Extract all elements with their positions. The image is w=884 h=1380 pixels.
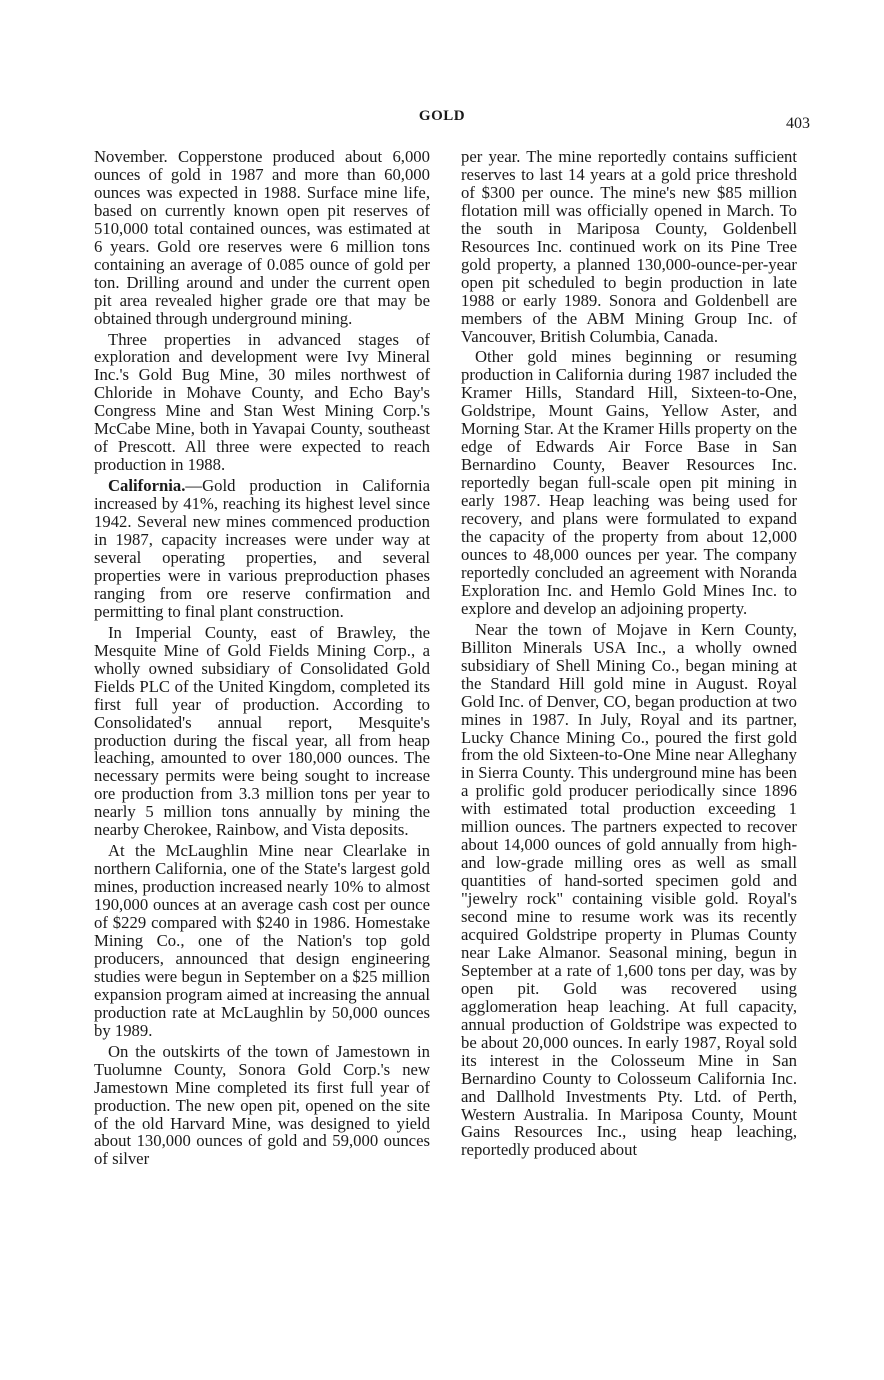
section-heading-california: California. xyxy=(108,476,186,496)
paragraph-copperstone xyxy=(94,148,430,328)
paragraph-mesquite xyxy=(94,624,430,839)
paragraph-text: per year. The mine reportedly contains sufficient reserves to last 14 years at a gold price threshold of $300 per ounce. The mine's new $85 million flotation mill was officially opened in March. To the south in Mariposa County, Goldenbell Resources Inc. continued work on its Pine Tree gold property, a planned 130,000-ounce-per-year open pit scheduled to begin production in late 1988 or early 1989. Sonora and Goldenbell are members of the ABM Mining Group Inc. of Vancouver, British Columbia, Canada. xyxy=(461,147,797,346)
paragraph-text: —Gold production in California increased by 41%, reaching its highest level since 1942. Several new mines commenced production in 1987, capacity increases were under way at several operating properties, and several properties were in various preproduction phases ranging from ore reserve confirmation and permitting to final plant construction. xyxy=(94,476,430,621)
paragraph-jamestown xyxy=(94,1043,430,1169)
paragraph-text: On the outskirts of the town of Jamestown in Tuolumne County, Sonora Gold Corp.'s new Jamestown Mine completed its first full year of production. The new open pit, opened on the site of the old Harvard Mine, was designed to yield about 130,000 ounces of gold and 59,000 ounces of silver xyxy=(94,1041,430,1169)
paragraph-text: At the McLaughlin Mine near Clearlake in northern California, one of the State's largest gold mines, production increased nearly 10% to almost 190,000 ounces at an average cash cost per ounce of $229 compared with $240 in 1986. Homestake Mining Co., one of the Nation's top gold producers, announced that design engineering studies were begun in September on a $25 million expansion program aimed at increasing the annual production rate at McLaughlin by 50,000 ounces by 1989. xyxy=(94,841,430,1040)
paragraph-jamestown-continued xyxy=(461,148,797,345)
paragraph-text: Near the town of Mojave in Kern County, Billiton Minerals USA Inc., a wholly owned subsidiary of Shell Mining Co., began mining at the Standard Hill gold mine in August. Royal Gold Inc. of Denver, CO, began production at two mines in 1987. In July, Royal and its partner, Lucky Chance Mining Co., poured the first gold from the old Sixteen-to-One Mine near Alleghany in Sierra County. This underground mine has been a prolific gold producer periodically since 1896 with estimated total production exceeding 1 million ounces. The partners expected to recover about 14,000 ounces of gold annually from high- and low-grade milling ores as well as small quantities of hand-sorted specimen gold and "jewelry rock" containing visible gold. Royal's second mine to resume work was its recently acquired Goldstripe property in Plumas County near Lake Almanor. Seasonal mining, begun in September at a rate of 1,600 tons per day, was by open pit. Gold was recovered using agglomeration heap leaching. At full capacity, annual production of Goldstripe was expected to be about 20,000 ounces. In early 1987, Royal sold its interest in the Colosseum Mine in San Bernardino County to Colosseum California Inc. and Dallhold Investments Pty. Ltd. of Perth, Western Australia. In Mariposa County, Mount Gains Resources Inc., using heap leaching, reportedly produced about xyxy=(461,619,797,1160)
paragraph-mojave xyxy=(461,621,797,1160)
page-number: 403 xyxy=(786,115,810,132)
paragraph-text: November. Copperstone produced about 6,000 ounces of gold in 1987 and more than 60,000 ounces was expected in 1988. Surface mine life, based on currently known open pit reserves of 510,000 total contained ounces, was estimated at 6 years. Gold ore reserves were 6 million tons containing an average of 0.085 ounce of gold per ton. Drilling around and under the current open pit area revealed higher grade ore that may be obtained through underground mining. xyxy=(94,147,430,328)
paragraph-text: Three properties in advanced stages of exploration and development were Ivy Mineral Inc.'s Gold Bug Mine, 30 miles northwest of Chloride in Mohave County, and Echo Bay's Congress Mine and Stan West Mining Corp.'s McCabe Mine, both in Yavapai County, southeast of Prescott. All three were expected to reach production in 1988. xyxy=(94,329,430,475)
paragraph-text: Other gold mines beginning or resuming production in California during 1987 included the Kramer Hills, Standard Hill, Sixteen-to-One, Goldstripe, Mount Gains, Yellow Aster, and Morning Star. At the Kramer Hills property on the edge of Edwards Air Force Base in San Bernardino County, Beaver Resources Inc. reportedly began full-scale open pit mining in early 1987. Heap leaching was being used for recovery, and plans were formulated to expand the capacity of the property from about 12,000 ounces to 48,000 ounces per year. The company reportedly concluded an agreement with Noranda Exploration Inc. and Hemlo Gold Mines Inc. to explore and develop an adjoining property. xyxy=(461,347,797,618)
paragraph-other-mines xyxy=(461,348,797,617)
paragraph-california xyxy=(94,477,430,621)
left-column xyxy=(94,148,430,1171)
running-head: GOLD xyxy=(418,108,466,124)
right-column xyxy=(461,148,797,1162)
paragraph-advanced-properties xyxy=(94,331,430,475)
paragraph-text: In Imperial County, east of Brawley, the Mesquite Mine of Gold Fields Mining Corp., a wholly owned subsidiary of Consolidated Gold Fields PLC of the United Kingdom, completed its first full year of production. According to Consolidated's annual report, Mesquite's production during the fiscal year, all from heap leaching, amounted to over 180,000 ounces. The necessary permits were being sought to increase ore production from 3.3 million tons per year to nearly 5 million tons annually by mining the nearby Cherokee, Rainbow, and Vista deposits. xyxy=(94,622,430,840)
paragraph-mclaughlin xyxy=(94,842,430,1039)
